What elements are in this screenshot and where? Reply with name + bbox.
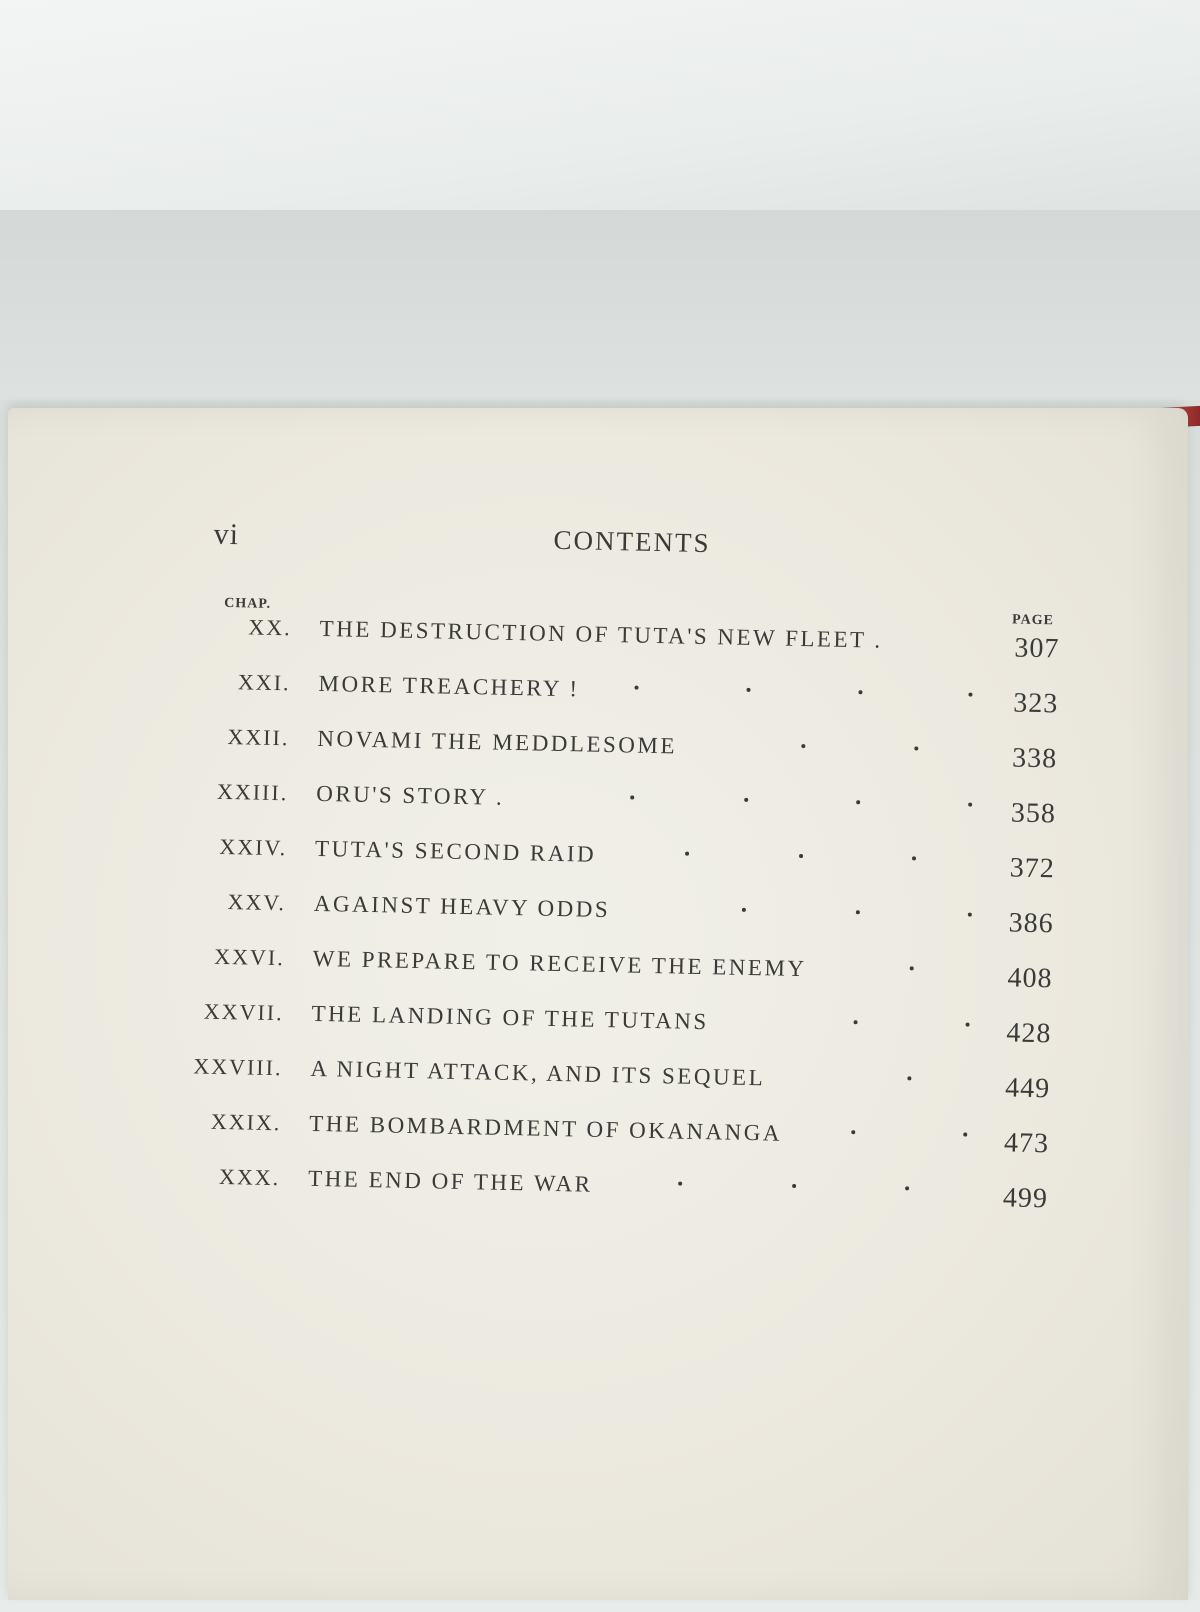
leader-dot bbox=[685, 852, 689, 856]
toc-entry bbox=[1, 1104, 1182, 1169]
toc-entry bbox=[9, 719, 1190, 784]
page-number: 473 bbox=[1003, 1127, 1050, 1160]
chapter-number: XXI. bbox=[237, 669, 291, 696]
page-number: 307 bbox=[1014, 632, 1060, 665]
leader-dot bbox=[907, 1076, 911, 1080]
chapter-title: TUTA'S SECOND RAID bbox=[314, 835, 597, 867]
leader-dot bbox=[854, 1020, 858, 1024]
chapter-number: XX. bbox=[248, 614, 292, 641]
chapter-number: XXV. bbox=[227, 889, 287, 916]
page-number: 386 bbox=[1008, 907, 1054, 940]
toc-entry bbox=[8, 774, 1189, 839]
toc-entry bbox=[7, 829, 1188, 894]
chapter-number: XXIV. bbox=[219, 833, 288, 861]
chapter-title: NOVAMI THE MEDDLESOME bbox=[317, 725, 678, 759]
chapter-number: XXIX. bbox=[210, 1108, 282, 1136]
leader-dot bbox=[801, 744, 805, 748]
leader-dot bbox=[856, 910, 860, 914]
leader-dot bbox=[851, 1130, 855, 1134]
leader-dot bbox=[792, 1184, 796, 1188]
chapter-title: ORU'S STORY . bbox=[315, 780, 505, 810]
leader-dot bbox=[746, 688, 750, 692]
toc-entry bbox=[0, 1159, 1180, 1224]
leader-dot bbox=[856, 800, 860, 804]
leader-dot bbox=[963, 1133, 967, 1137]
page-number: 428 bbox=[1006, 1017, 1052, 1050]
chapter-title: AGAINST HEAVY ODDS bbox=[313, 890, 611, 923]
book-page bbox=[8, 408, 1188, 1600]
toc-entry bbox=[5, 884, 1186, 949]
leader-dot bbox=[744, 798, 748, 802]
chapter-number: XXIII. bbox=[216, 778, 289, 806]
toc-entry bbox=[2, 1049, 1183, 1114]
leader-dot bbox=[905, 1186, 909, 1190]
leader-dot bbox=[858, 690, 862, 694]
page-number: 372 bbox=[1009, 852, 1056, 885]
running-head: CONTENTS bbox=[553, 524, 711, 559]
page-folio: vi bbox=[213, 517, 240, 552]
toc-entry bbox=[4, 939, 1185, 1004]
leader-dot bbox=[678, 1182, 682, 1186]
leader-dot bbox=[630, 795, 634, 799]
chapter-title: MORE TREACHERY ! bbox=[318, 670, 580, 702]
chapter-title: THE END OF THE WAR bbox=[307, 1165, 593, 1197]
chapter-title: THE DESTRUCTION OF TUTA'S NEW FLEET . bbox=[319, 615, 883, 653]
leader-dot bbox=[968, 693, 972, 697]
page-number: 338 bbox=[1011, 742, 1058, 775]
page-number: 323 bbox=[1012, 687, 1059, 720]
leader-dot bbox=[912, 856, 916, 860]
leader-dot bbox=[968, 913, 972, 917]
chapter-title: A NIGHT ATTACK, AND ITS SEQUEL bbox=[310, 1055, 766, 1091]
page-text-block bbox=[0, 396, 1196, 1612]
toc-entry bbox=[10, 664, 1191, 729]
chapter-number: XXVI. bbox=[214, 943, 286, 971]
leader-dot bbox=[966, 1023, 970, 1027]
chapter-number: XXVII. bbox=[203, 998, 284, 1026]
page-number: 449 bbox=[1004, 1072, 1051, 1105]
leader-dot bbox=[634, 686, 638, 690]
page-number: 408 bbox=[1007, 962, 1053, 995]
page-number: 499 bbox=[1002, 1182, 1049, 1215]
leader-dot bbox=[742, 908, 746, 912]
background-surface bbox=[0, 0, 1200, 230]
leader-dot bbox=[799, 854, 803, 858]
leader-dot bbox=[910, 966, 914, 970]
chapter-title: THE LANDING OF THE TUTANS bbox=[311, 1000, 709, 1035]
page-number: 358 bbox=[1010, 797, 1057, 830]
toc-entry bbox=[3, 994, 1184, 1059]
chapter-column-heading: CHAP. bbox=[224, 595, 272, 612]
leader-dot bbox=[914, 746, 918, 750]
page-column-heading: PAGE bbox=[1011, 612, 1055, 629]
chapter-number: XXVIII. bbox=[193, 1053, 283, 1081]
chapter-number: XXII. bbox=[227, 724, 290, 751]
chapter-title: WE PREPARE TO RECEIVE THE ENEMY bbox=[312, 945, 807, 982]
background-shadow bbox=[0, 210, 1200, 400]
leader-dot bbox=[968, 803, 972, 807]
chapter-title: THE BOMBARDMENT OF OKANANGA bbox=[309, 1110, 783, 1146]
chapter-number: XXX. bbox=[218, 1163, 281, 1191]
